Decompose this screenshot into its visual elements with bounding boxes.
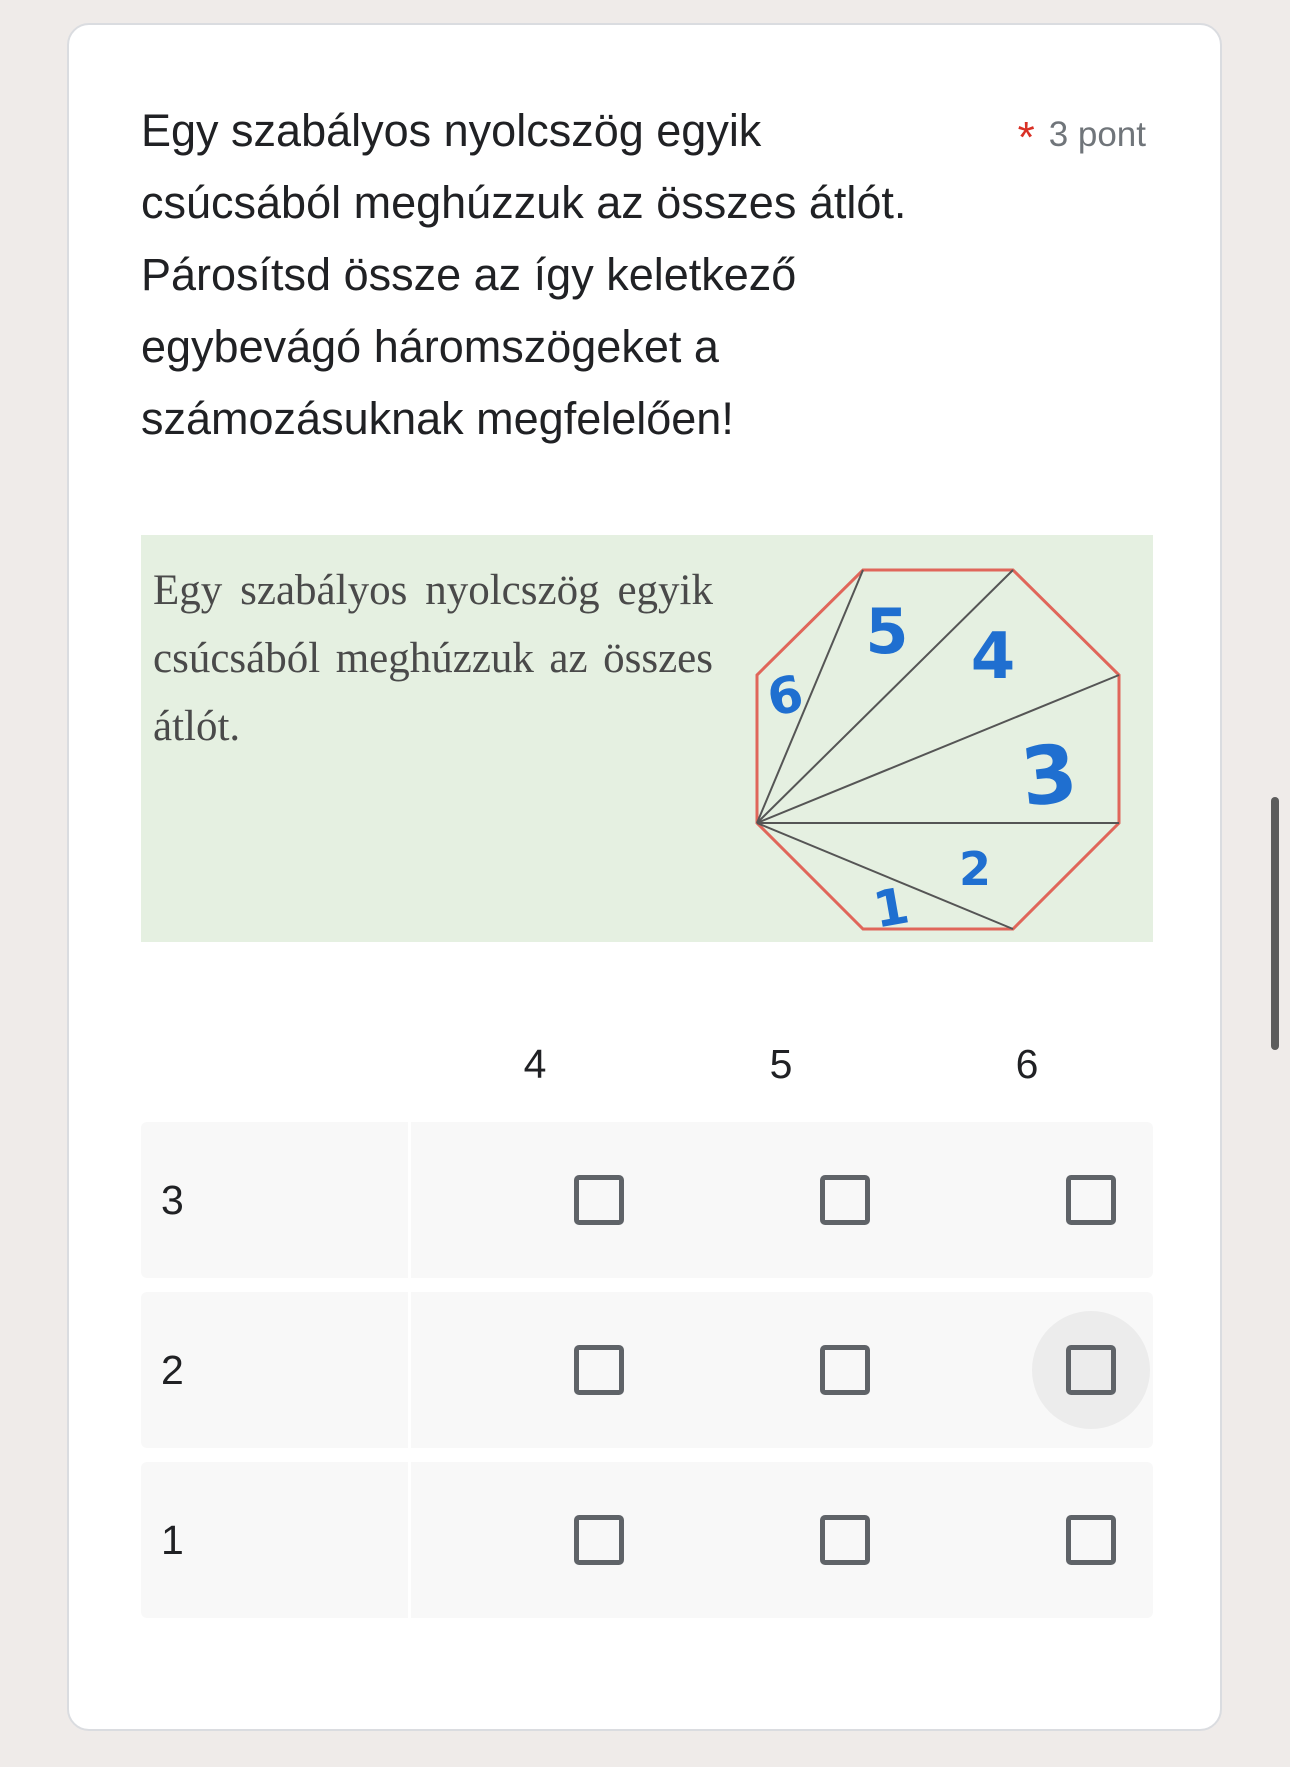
checkbox-row3-col4[interactable] (574, 1175, 624, 1225)
grid-row-2 (141, 1292, 1153, 1448)
grid-column-header-6: 6 (1015, 1041, 1039, 1087)
grid-row-label: 1 (161, 1517, 184, 1563)
checkbox-row2-col6[interactable] (1066, 1345, 1116, 1395)
grid-column-header-5: 5 (769, 1041, 793, 1087)
question-card (67, 23, 1222, 1731)
triangle-label-3: 3 (1016, 726, 1082, 825)
checkbox-row3-col5[interactable] (820, 1175, 870, 1225)
question-title: Egy szabályos nyolcszög egyik csúcsából meghúzzuk az összes átlót. Párosítsd össze az így keletkező egybevágó háromszögeket a számozásuknak megfelelően! (141, 105, 907, 444)
page-scrollbar[interactable] (1271, 797, 1279, 1050)
checkbox-row2-col4[interactable] (574, 1345, 624, 1395)
triangle-label-1: 1 (869, 876, 914, 940)
grid-row-3 (141, 1122, 1153, 1278)
figure-caption: Egy szabályos nyolcszög egyik csúcsából meghúzzuk az összes átlót. (153, 567, 713, 750)
triangle-label-6: 6 (762, 663, 809, 728)
grid-column-header-4: 4 (523, 1041, 547, 1087)
grid-row-label-cell (141, 1292, 411, 1448)
checkbox-row1-col5[interactable] (820, 1515, 870, 1565)
required-asterisk: * (1017, 113, 1035, 162)
checkbox-row2-col5[interactable] (820, 1345, 870, 1395)
triangle-label-4: 4 (970, 620, 1016, 694)
triangle-label-5: 5 (865, 595, 909, 668)
points-indicator (1017, 107, 1146, 162)
checkbox-row1-col4[interactable] (574, 1515, 624, 1565)
grid-row-label: 3 (161, 1177, 184, 1223)
grid-row-label-cell (141, 1462, 411, 1618)
grid-row-label: 2 (161, 1347, 184, 1393)
octagon-diagram (141, 535, 1153, 942)
octagon-figure (141, 535, 1153, 942)
grid-row-1 (141, 1462, 1153, 1618)
checkbox-row3-col6[interactable] (1066, 1175, 1116, 1225)
grid-row-label-cell (141, 1122, 411, 1278)
checkbox-row1-col6[interactable] (1066, 1515, 1116, 1565)
points-label: 3 pont (1048, 115, 1146, 154)
triangle-label-2: 2 (958, 842, 992, 896)
